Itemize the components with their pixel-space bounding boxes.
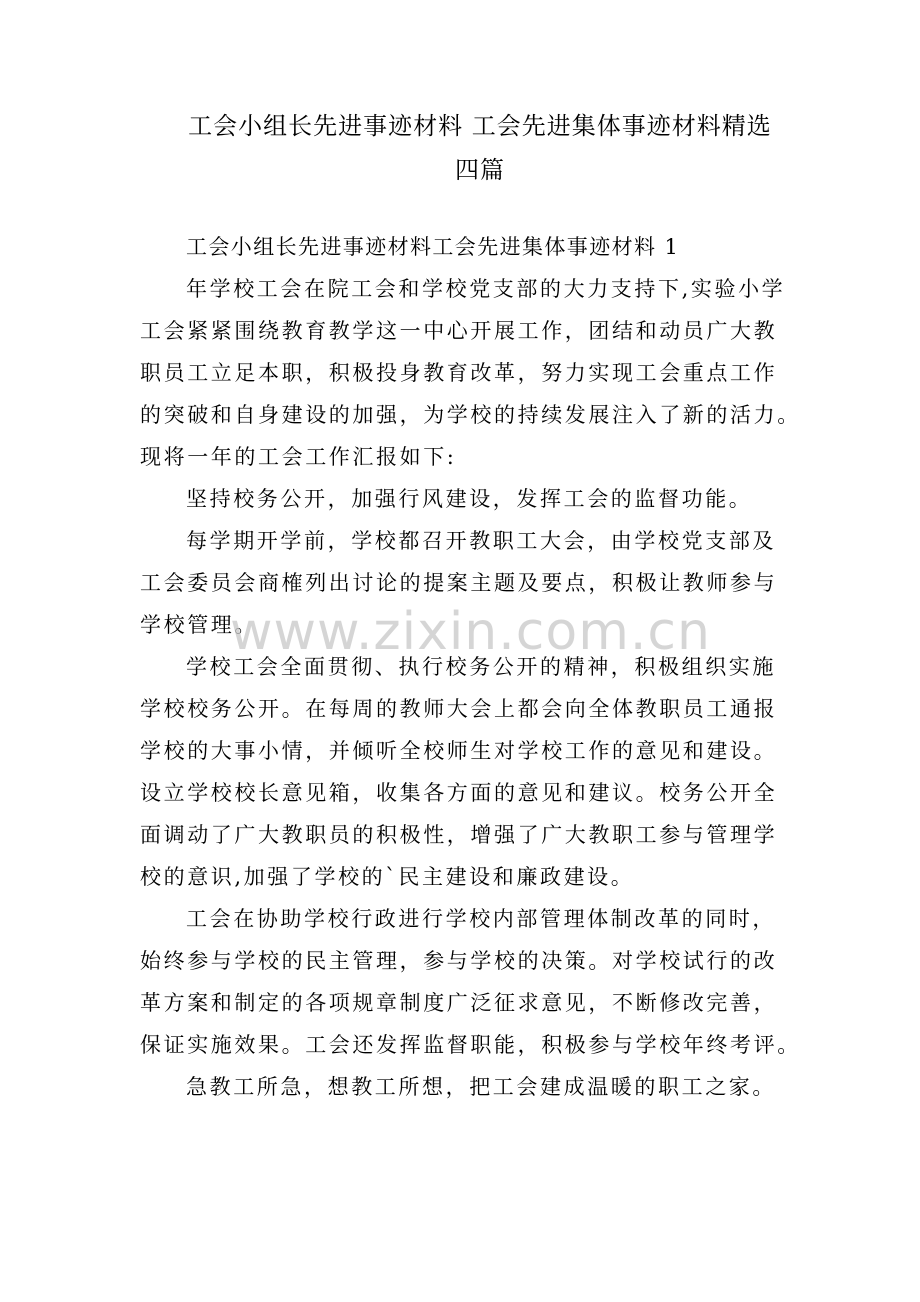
paragraph-line: 每学期开学前，学校都召开教职工大会，由学校党支部及 bbox=[186, 529, 776, 553]
paragraph-line: 革方案和制定的各项规章制度广泛征求意见，不断修改完善， bbox=[140, 991, 778, 1015]
paragraph-line: 学校管理。 bbox=[140, 613, 258, 637]
paragraph-line: 年学校工会在院工会和学校党支部的大力支持下,实验小学 bbox=[186, 277, 786, 301]
paragraph-line: 学校的大事小情，并倾听全校师生对学校工作的意见和建设。 bbox=[140, 739, 778, 763]
title-line: 四篇 bbox=[455, 156, 505, 184]
paragraph-line: 坚持校务公开，加强行风建设，发挥工会的监督功能。 bbox=[186, 487, 753, 511]
paragraph bbox=[140, 268, 800, 478]
paragraph-line: 校的意识,加强了学校的`民主建设和廉政建设。 bbox=[140, 865, 635, 889]
title-line: 工会小组长先进事迹材料 工会先进集体事迹材料精选 bbox=[188, 112, 772, 140]
paragraph-line: 的突破和自身建设的加强，为学校的持续发展注入了新的活力。 bbox=[140, 403, 801, 427]
paragraph-line: 保证实施效果。工会还发挥监督职能，积极参与学校年终考评。 bbox=[140, 1033, 801, 1057]
paragraph bbox=[140, 478, 800, 520]
paragraph-line: 急教工所急，想教工所想，把工会建成温暖的职工之家。 bbox=[186, 1075, 776, 1099]
document-body bbox=[140, 226, 800, 1108]
paragraph-line: 职员工立足本职，积极投身教育改革，努力实现工会重点工作 bbox=[140, 361, 778, 385]
paragraph-line: 学校校务公开。在每周的教师大会上都会向全体教职员工通报 bbox=[140, 697, 778, 721]
paragraph bbox=[140, 898, 800, 1066]
watermark: www.zixin.com.cn bbox=[230, 602, 711, 662]
paragraph bbox=[140, 1066, 800, 1108]
section-subtitle: 工会小组长先进事迹材料工会先进集体事迹材料 1 bbox=[186, 235, 680, 259]
paragraph-line: 学校工会全面贯彻、执行校务公开的精神，积极组织实施 bbox=[186, 655, 776, 679]
document-title bbox=[140, 104, 820, 192]
paragraph-line: 工会委员会商榷列出讨论的提案主题及要点，积极让教师参与 bbox=[140, 571, 778, 595]
paragraph bbox=[140, 646, 800, 898]
paragraph-line: 工会紧紧围绕教育教学这一中心开展工作，团结和动员广大教 bbox=[140, 319, 778, 343]
paragraph bbox=[140, 520, 800, 646]
paragraph-line: 设立学校校长意见箱，收集各方面的意见和建议。校务公开全 bbox=[140, 781, 778, 805]
paragraph-line: 始终参与学校的民主管理，参与学校的决策。对学校试行的改 bbox=[140, 949, 778, 973]
paragraph-line: 现将一年的工会工作汇报如下: bbox=[140, 445, 457, 469]
paragraph-line: 面调动了广大教职员的积极性，增强了广大教职工参与管理学 bbox=[140, 823, 778, 847]
paragraph-line: 工会在协助学校行政进行学校内部管理体制改革的同时， bbox=[186, 907, 776, 931]
